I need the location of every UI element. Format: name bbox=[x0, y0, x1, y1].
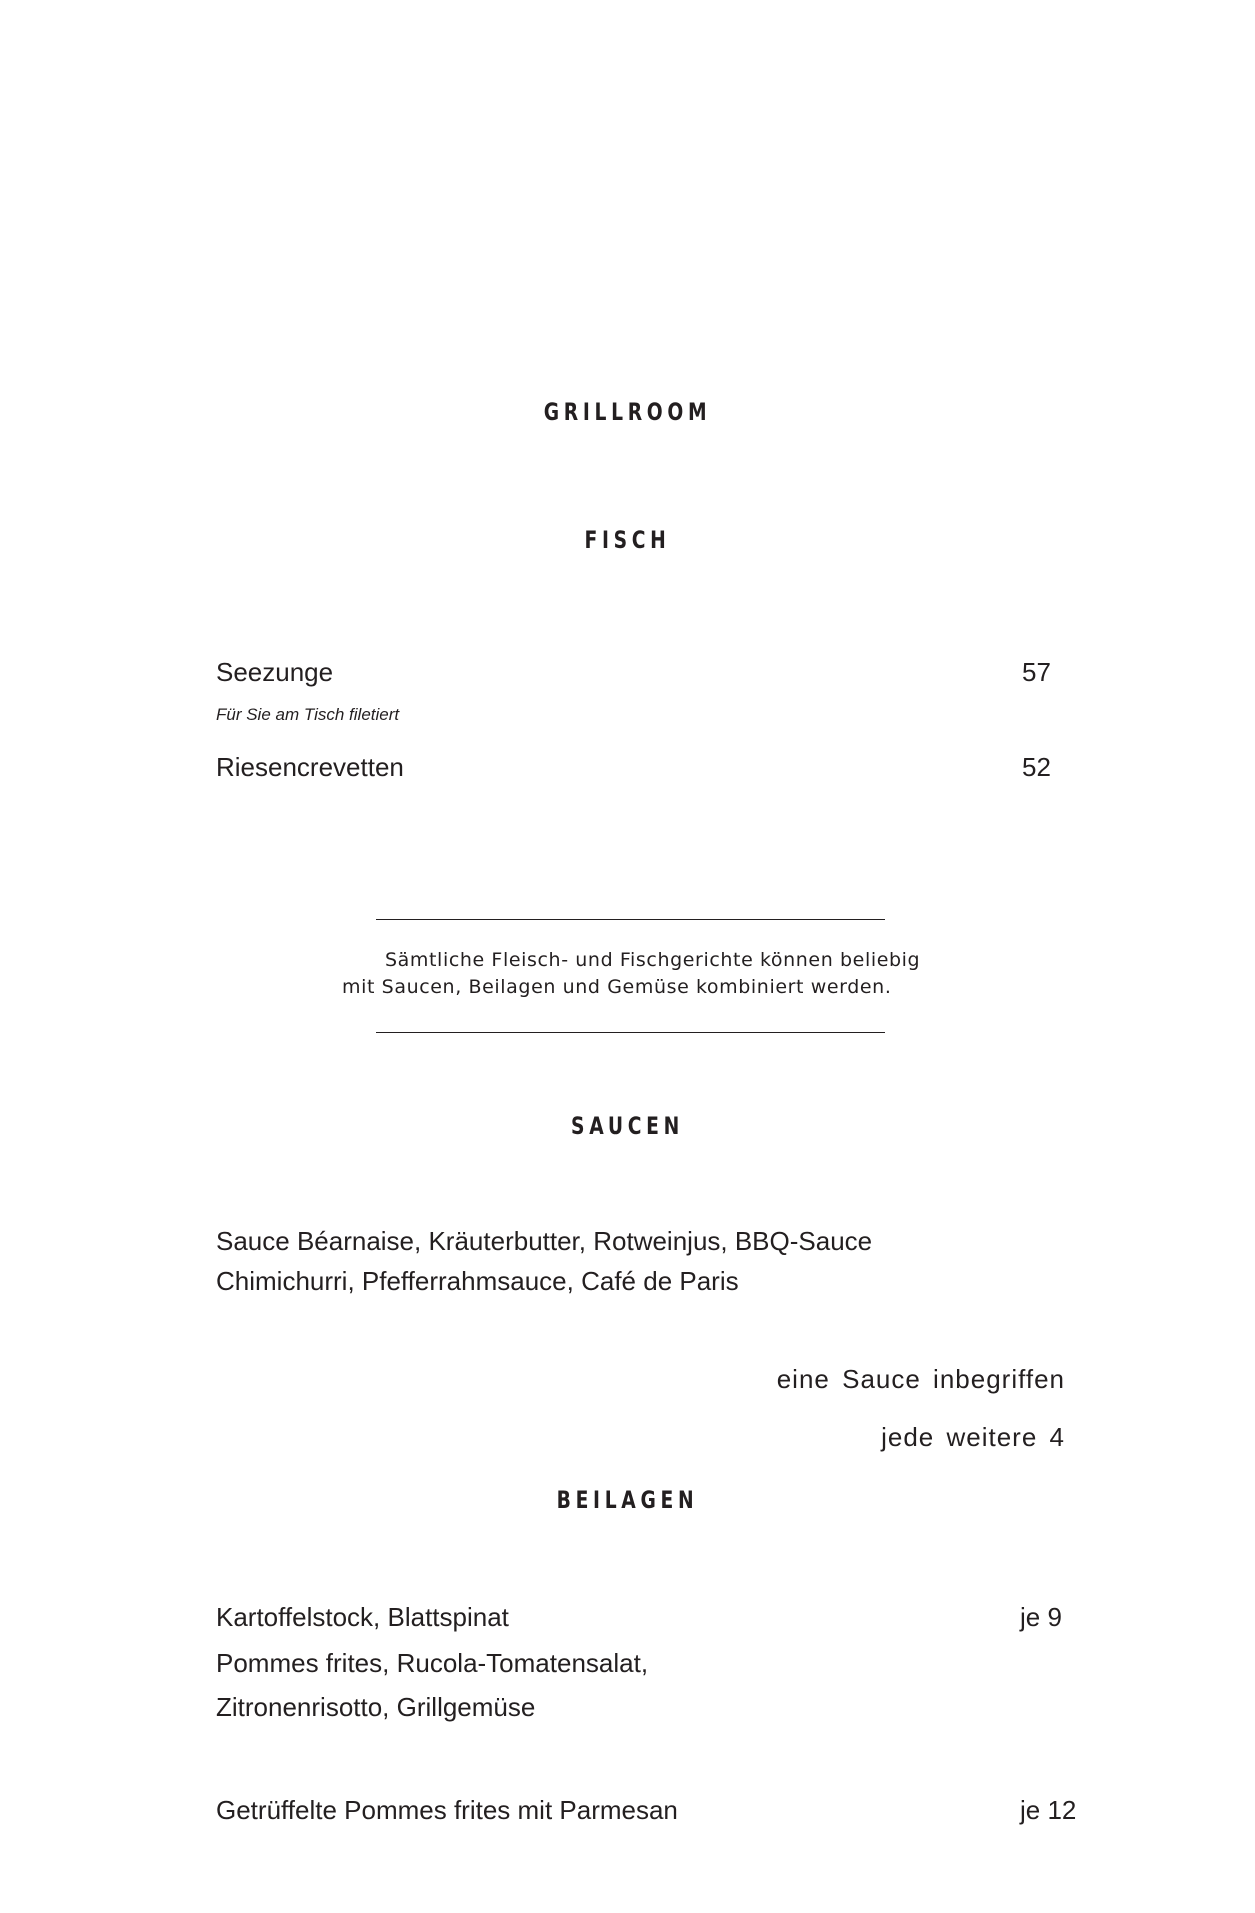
beilagen-line1-price: je 9 bbox=[1020, 1602, 1062, 1632]
beilagen-line4-price: je 12 bbox=[1020, 1795, 1077, 1825]
info-note-line2: mit Saucen, Beilagen und Gemüse kombiniert werden. bbox=[342, 976, 892, 998]
page-title: GRILLROOM bbox=[543, 398, 712, 426]
beilagen-line4: Getrüffelte Pommes frites mit Parmesan bbox=[216, 1795, 678, 1825]
section-heading-fisch: FISCH bbox=[584, 526, 671, 554]
beilagen-line3: Zitronenrisotto, Grillgemüse bbox=[216, 1692, 536, 1722]
saucen-list-line2: Chimichurri, Pfefferrahmsauce, Café de Paris bbox=[216, 1266, 739, 1296]
section-heading-saucen: SAUCEN bbox=[571, 1112, 684, 1140]
menu-item-riesencrevetten-price: 52 bbox=[1022, 752, 1051, 782]
beilagen-line2: Pommes frites, Rucola-Tomatensalat, bbox=[216, 1648, 649, 1678]
saucen-extra-price: jede weitere 4 bbox=[881, 1422, 1065, 1452]
menu-item-riesencrevetten: Riesencrevetten bbox=[216, 752, 404, 782]
info-note-line1: Sämtliche Fleisch- und Fischgerichte können beliebig bbox=[385, 949, 921, 971]
section-heading-beilagen: BEILAGEN bbox=[556, 1486, 699, 1514]
saucen-list-line1: Sauce Béarnaise, Kräuterbutter, Rotweinjus, BBQ-Sauce bbox=[216, 1226, 873, 1256]
divider-top bbox=[376, 919, 885, 920]
menu-item-seezunge-price: 57 bbox=[1022, 657, 1051, 687]
saucen-included-note: eine Sauce inbegriffen bbox=[776, 1364, 1065, 1394]
menu-item-seezunge: Seezunge bbox=[216, 657, 334, 687]
beilagen-line1: Kartoffelstock, Blattspinat bbox=[216, 1602, 509, 1632]
divider-bottom bbox=[376, 1032, 885, 1033]
menu-item-seezunge-note: Für Sie am Tisch filetiert bbox=[216, 705, 400, 724]
